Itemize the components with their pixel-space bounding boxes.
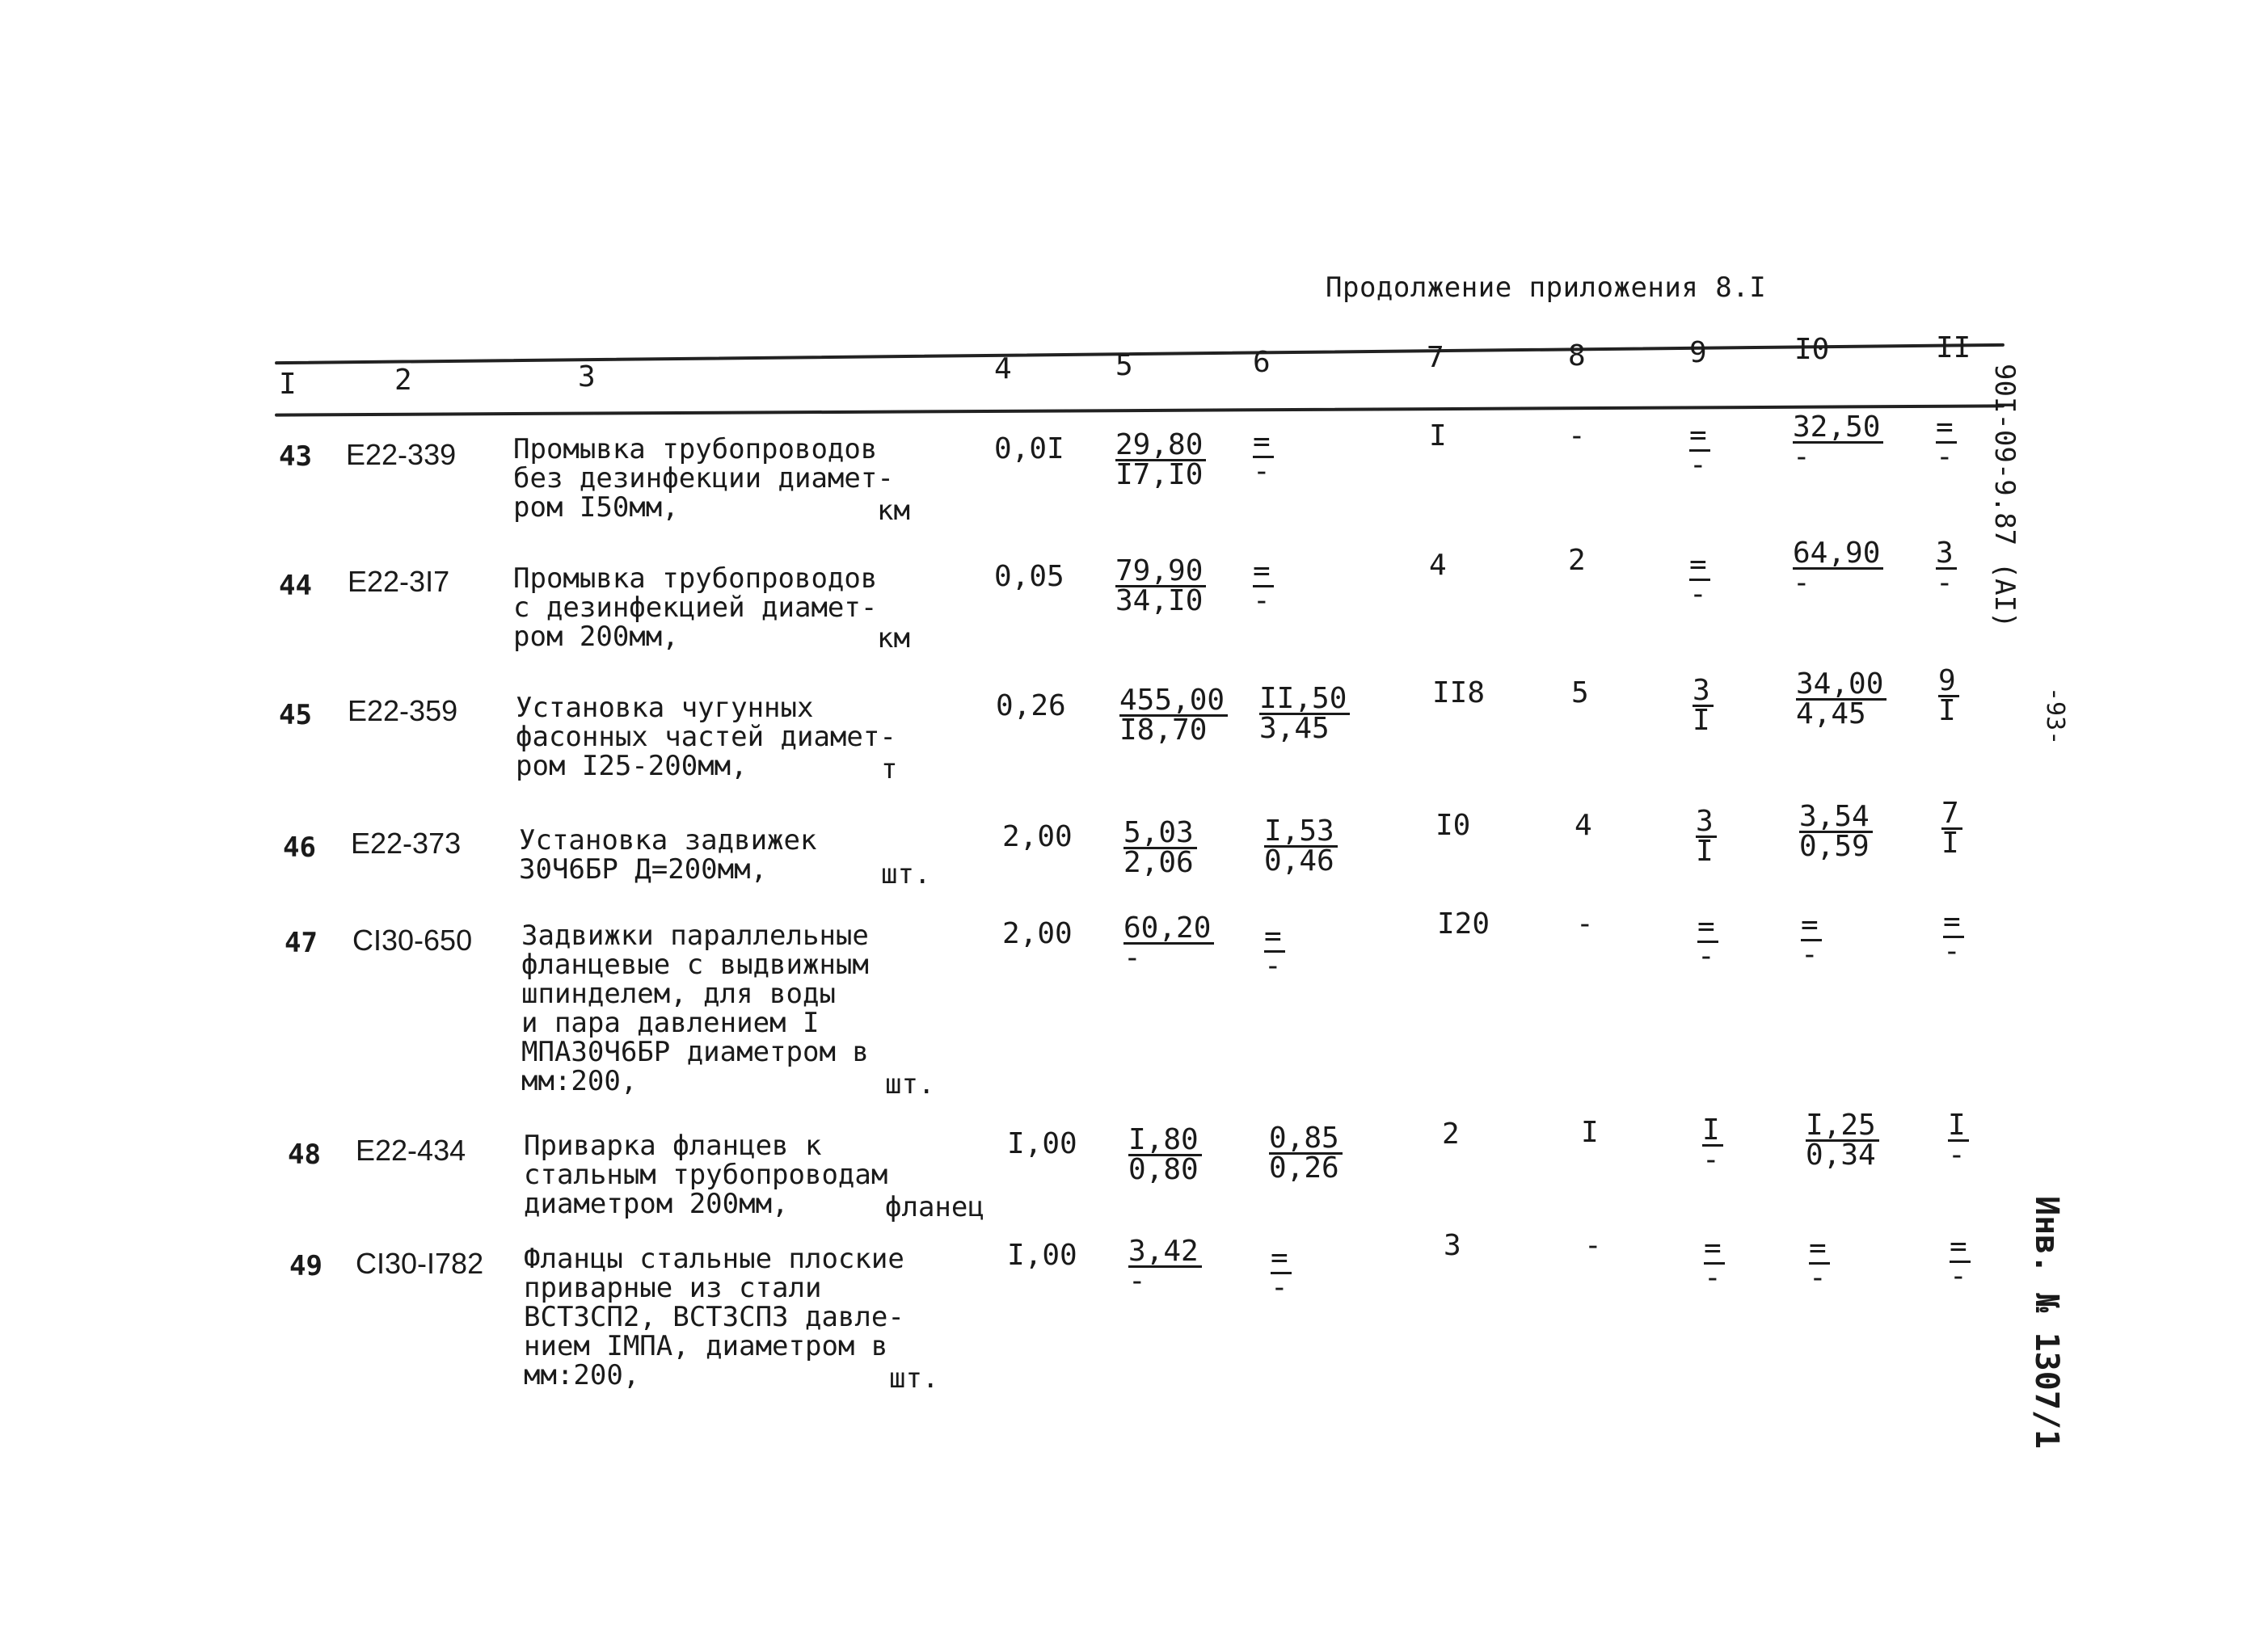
row-unit: км <box>877 495 910 527</box>
row-col9: $\frac{3}{I}$ <box>1693 677 1714 735</box>
row-col11: = - <box>1950 1233 1971 1290</box>
row-unit: шт. <box>881 858 931 890</box>
table-top-rule <box>275 343 2005 364</box>
row-code: Е22-3I7 <box>348 565 450 598</box>
row-col6: = - <box>1264 923 1285 980</box>
row-quantity: I,00 <box>1007 1239 1077 1272</box>
row-col7: I0 <box>1435 809 1471 842</box>
row-col7: 3 <box>1444 1229 1461 1262</box>
row-col5: $\frac{455,00}{I8,70}$ <box>1119 687 1228 744</box>
row-quantity: 2,00 <box>1002 820 1073 853</box>
row-col7: II8 <box>1432 676 1486 709</box>
row-number: 44 <box>279 570 312 602</box>
row-col10: $\frac{3,54}{0,59}$ <box>1799 803 1873 861</box>
row-number: 48 <box>288 1139 321 1171</box>
row-code: Е22-373 <box>351 827 462 860</box>
row-number: 46 <box>283 831 316 864</box>
col-header-4: 4 <box>994 352 1012 385</box>
col-header-6: 6 <box>1253 346 1271 379</box>
row-col8: 5 <box>1571 676 1589 709</box>
row-description: Фланцы стальные плоские приварные из стали ВСТ3СП2, ВСТ3СП3 давле- нием IМПА, диаметром в мм:200, <box>524 1243 904 1391</box>
row-col10: $\frac{34,00}{4,45}$ <box>1796 671 1886 728</box>
row-unit: фланец <box>885 1191 984 1223</box>
inventory-number: Инв. № 1307/1 <box>2028 1196 2065 1450</box>
row-col6: = - <box>1253 558 1274 615</box>
row-col8: - <box>1568 419 1586 452</box>
row-col7: 4 <box>1429 549 1447 582</box>
col-header-10: I0 <box>1794 333 1830 366</box>
row-col9: = - <box>1689 422 1710 479</box>
row-quantity: 0,0I <box>994 432 1064 465</box>
row-quantity: I,00 <box>1007 1127 1077 1160</box>
row-col11: I - <box>1948 1112 1969 1169</box>
row-col7: 2 <box>1442 1118 1460 1151</box>
row-col11: = - <box>1943 908 1964 966</box>
row-col10: $\frac{I,25}{0,34}$ <box>1806 1112 1879 1169</box>
row-quantity: 0,05 <box>994 560 1064 593</box>
row-code: СI30-650 <box>352 924 473 957</box>
row-description: Задвижки параллельные фланцевые с выдвижным шпинделем, для воды и пара давлением I МПА30Ч6БР диаметром в мм:200, <box>521 920 869 1097</box>
row-col7: I <box>1429 419 1447 452</box>
page-number: -93- <box>2041 687 2069 746</box>
row-code: Е22-434 <box>356 1134 466 1167</box>
row-col5: $\frac{29,80}{I7,I0}$ <box>1115 431 1206 489</box>
row-col5: 60,20 - <box>1123 915 1214 972</box>
table-header-rule <box>275 404 2005 416</box>
row-col5: $\frac{5,03}{2,06}$ <box>1123 819 1197 877</box>
document-code: 90I-09-9.87 (AI) <box>1988 364 2021 629</box>
row-col10: 32,50 - <box>1793 414 1883 471</box>
row-col11: $\frac{9}{I}$ <box>1938 667 1959 725</box>
row-description: Приварка фланцев к стальным трубопроводам диаметром 200мм, <box>524 1130 888 1220</box>
row-col5: 3,42 - <box>1128 1238 1202 1295</box>
row-unit: т <box>881 753 898 785</box>
col-header-3: 3 <box>578 360 596 394</box>
row-col5: $\frac{79,90}{34,I0}$ <box>1115 558 1206 615</box>
row-number: 47 <box>285 927 318 959</box>
row-code: СI30-I782 <box>356 1247 484 1280</box>
col-header-5: 5 <box>1115 349 1133 382</box>
row-col9: $\frac{3}{I}$ <box>1696 808 1717 865</box>
row-unit: шт. <box>885 1068 935 1101</box>
row-col6: $\frac{II,50}{3,45}$ <box>1259 685 1350 743</box>
row-col8: - <box>1576 907 1594 941</box>
row-number: 45 <box>279 699 312 731</box>
row-quantity: 2,00 <box>1002 917 1073 950</box>
row-col9: I - <box>1702 1117 1723 1174</box>
row-code: Е22-359 <box>348 694 458 727</box>
row-description: Установка чугунных фасонных частей диамет- ром I25-200мм, <box>516 692 896 782</box>
row-number: 43 <box>279 440 312 473</box>
row-code: Е22-339 <box>346 438 457 471</box>
row-col9: = - <box>1697 913 1718 970</box>
row-col8: 4 <box>1575 809 1592 842</box>
col-header-11: II <box>1936 331 1971 364</box>
row-description: Установка задвижек 30Ч6БР Д=200мм, <box>519 824 817 886</box>
row-col11: 3 - <box>1936 540 1957 597</box>
col-header-8: 8 <box>1568 339 1586 373</box>
col-header-7: 7 <box>1427 341 1444 374</box>
row-col11: $\frac{7}{I}$ <box>1941 800 1962 857</box>
row-col11: = - <box>1936 414 1957 471</box>
row-number: 49 <box>289 1250 322 1282</box>
row-description: Промывка трубопроводов с дезинфекцией диамет- ром 200мм, <box>513 562 878 653</box>
row-description: Промывка трубопроводов без дезинфекции диамет- ром I50мм, <box>513 433 894 524</box>
row-unit: км <box>877 622 910 655</box>
row-col8: - <box>1584 1229 1602 1262</box>
col-header-2: 2 <box>394 364 412 397</box>
row-col6: = - <box>1253 428 1274 486</box>
row-col10: = - <box>1809 1235 1830 1292</box>
row-quantity: 0,26 <box>996 689 1066 722</box>
row-col8: 2 <box>1568 544 1586 577</box>
table-caption: Продолжение приложения 8.I <box>1326 272 1767 304</box>
row-unit: шт. <box>889 1362 939 1395</box>
row-col10: = - <box>1801 911 1822 969</box>
row-col7: I20 <box>1437 907 1490 941</box>
row-col10: 64,90 - <box>1793 540 1883 597</box>
row-col6: $\frac{0,85}{0,26}$ <box>1269 1125 1343 1182</box>
row-col5: $\frac{I,80}{0,80}$ <box>1128 1126 1202 1184</box>
row-col6: = - <box>1271 1244 1292 1302</box>
row-col8: I <box>1581 1116 1599 1149</box>
row-col6: $\frac{I,53}{0,46}$ <box>1264 818 1338 875</box>
col-header-1: I <box>279 368 297 401</box>
row-col9: = - <box>1704 1235 1725 1292</box>
row-col9: = - <box>1689 551 1710 608</box>
col-header-9: 9 <box>1689 336 1707 369</box>
